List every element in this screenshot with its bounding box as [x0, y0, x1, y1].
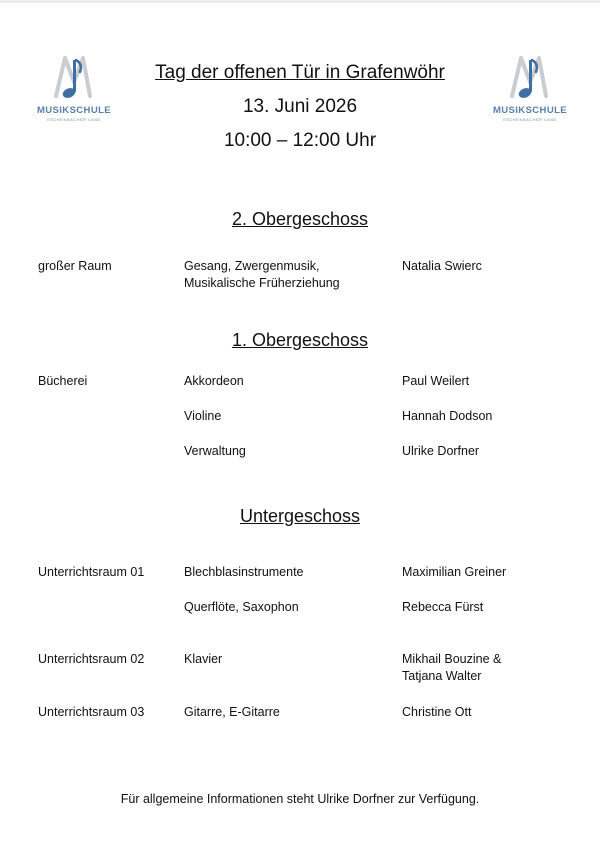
- logo-name: MUSIKSCHULE: [492, 105, 568, 116]
- teacher-name: Christine Ott: [402, 705, 472, 719]
- music-note-logo-icon: [502, 52, 558, 104]
- room-label: Unterrichtsraum 01: [38, 565, 145, 579]
- event-date: 13. Juni 2026: [242, 96, 358, 117]
- room-label: Unterrichtsraum 02: [38, 652, 145, 666]
- room-label: Unterrichtsraum 03: [38, 705, 145, 719]
- teacher-name: Paul Weilert: [402, 374, 470, 388]
- footer-note: Für allgemeine Informationen steht Ulrike Dorfner zur Verfügung.: [120, 792, 480, 806]
- room-label: Bücherei: [38, 374, 88, 388]
- subject-label: Blechblasinstrumente: [184, 565, 304, 579]
- logo-name: MUSIKSCHULE: [36, 105, 112, 116]
- music-note-logo-icon: [46, 52, 102, 104]
- subject-label: Gesang, Zwergenmusik, Musikalische Früherziehung: [184, 259, 340, 290]
- header: [100, 56, 500, 158]
- teacher-name: Maximilian Greiner: [402, 565, 507, 579]
- subject-label: Violine: [184, 409, 222, 423]
- subject-label: Klavier: [184, 652, 223, 666]
- teacher-name: Natalia Swierc: [402, 259, 482, 273]
- logo-right: [488, 52, 572, 126]
- teacher-name: Rebecca Fürst: [402, 600, 484, 614]
- subject-label: Gitarre, E-Gitarre: [184, 705, 280, 719]
- room-label: großer Raum: [38, 259, 112, 273]
- event-time: 10:00 – 12:00 Uhr: [223, 130, 377, 151]
- subject-label: Querflöte, Saxophon: [184, 600, 299, 614]
- teacher-name: Ulrike Dorfner: [402, 444, 480, 458]
- teacher-name: Hannah Dodson: [402, 409, 493, 423]
- subject-label: Verwaltung: [184, 444, 246, 458]
- section-heading-2og: 2. Obergeschoss: [231, 209, 369, 229]
- subject-label: Akkordeon: [184, 374, 244, 388]
- page-title: Tag der offenen Tür in Grafenwöhr: [155, 62, 445, 83]
- logo-subtitle: ESCHENBACHER LAND: [503, 117, 557, 122]
- teacher-name: Mikhail Bouzine & Tatjana Walter: [402, 652, 502, 683]
- logo-subtitle: ESCHENBACHER LAND: [47, 117, 101, 122]
- page-top-border: [0, 0, 600, 3]
- section-heading-1og: 1. Obergeschoss: [231, 330, 369, 350]
- section-heading-ug: Untergeschoss: [239, 506, 361, 526]
